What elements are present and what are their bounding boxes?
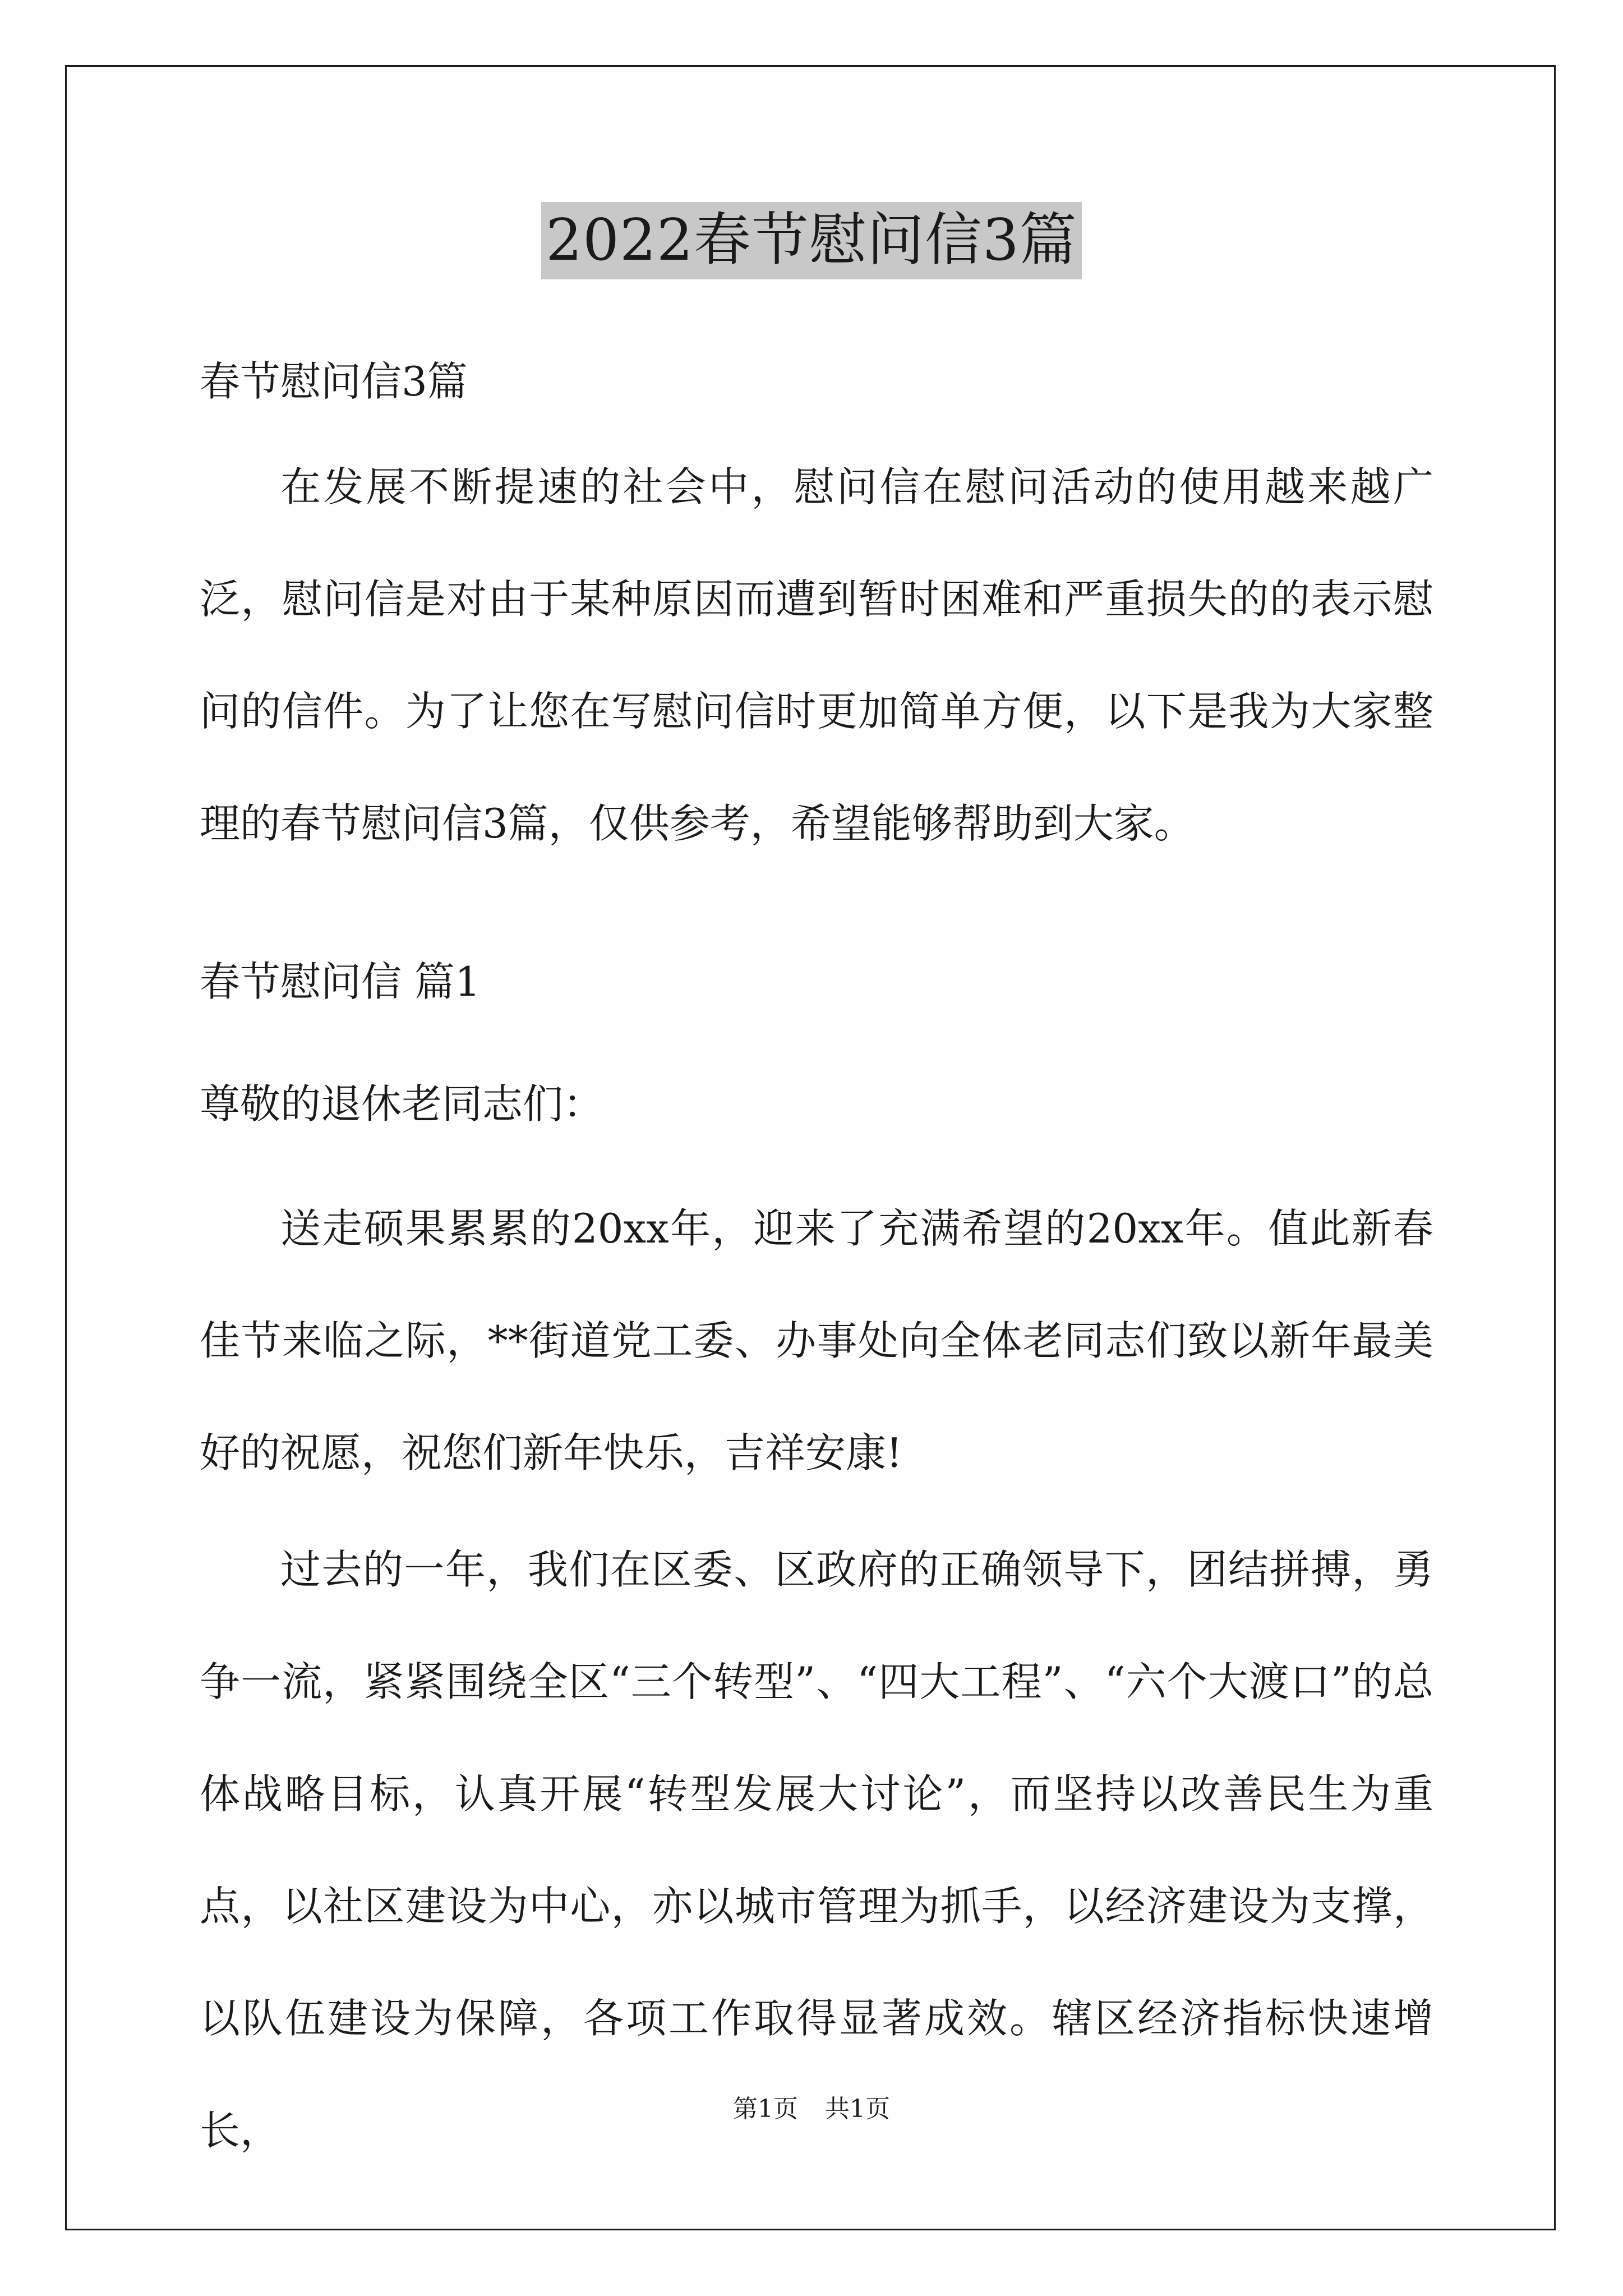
page-number-total: 共1页	[825, 2095, 890, 2123]
salutation: 尊敬的退休老同志们：	[200, 1080, 604, 1128]
body-paragraph-1: 送走硕果累累的20xx年，迎来了充满希望的20xx年。值此新春佳节来临之际，**街道党工委、办事处向全体老同志们致以新年最美好的祝愿，祝您们新年快乐，吉祥安康!	[200, 1205, 1433, 1476]
subtitle: 春节慰问信3篇	[200, 358, 468, 405]
intro-paragraph: 在发展不断提速的社会中，慰问信在慰问活动的使用越来越广泛，慰问信是对由于某种原因而遭到暂时困难和严重损失的的表示慰问的信件。为了让您在写慰问信时更加简单方便，以下是我为大家整理的春节慰问信3篇，仅供参考，希望能够帮助到大家。	[200, 463, 1433, 847]
page-number-current: 第1页	[733, 2095, 798, 2123]
body-paragraph-2: 过去的一年，我们在区委、区政府的正确领导下，团结拼搏，勇争一流，紧紧围绕全区“三个转型”、“四大工程”、“六个大渡口”的总体战略目标，认真开展“转型发展大讨论”，而坚持以改善民生为重点，以社区建设为中心，亦以城市管理为抓手，以经济建设为支撑，以队伍建设为保障，各项工作取得显著成效。辖区经济指标快速增长，	[200, 1546, 1433, 2154]
document-title: 2022春节慰问信3篇	[541, 202, 1081, 279]
section-heading: 春节慰问信 篇1	[200, 958, 481, 1005]
title-container	[0, 202, 1623, 279]
page-footer	[0, 2092, 1623, 2126]
